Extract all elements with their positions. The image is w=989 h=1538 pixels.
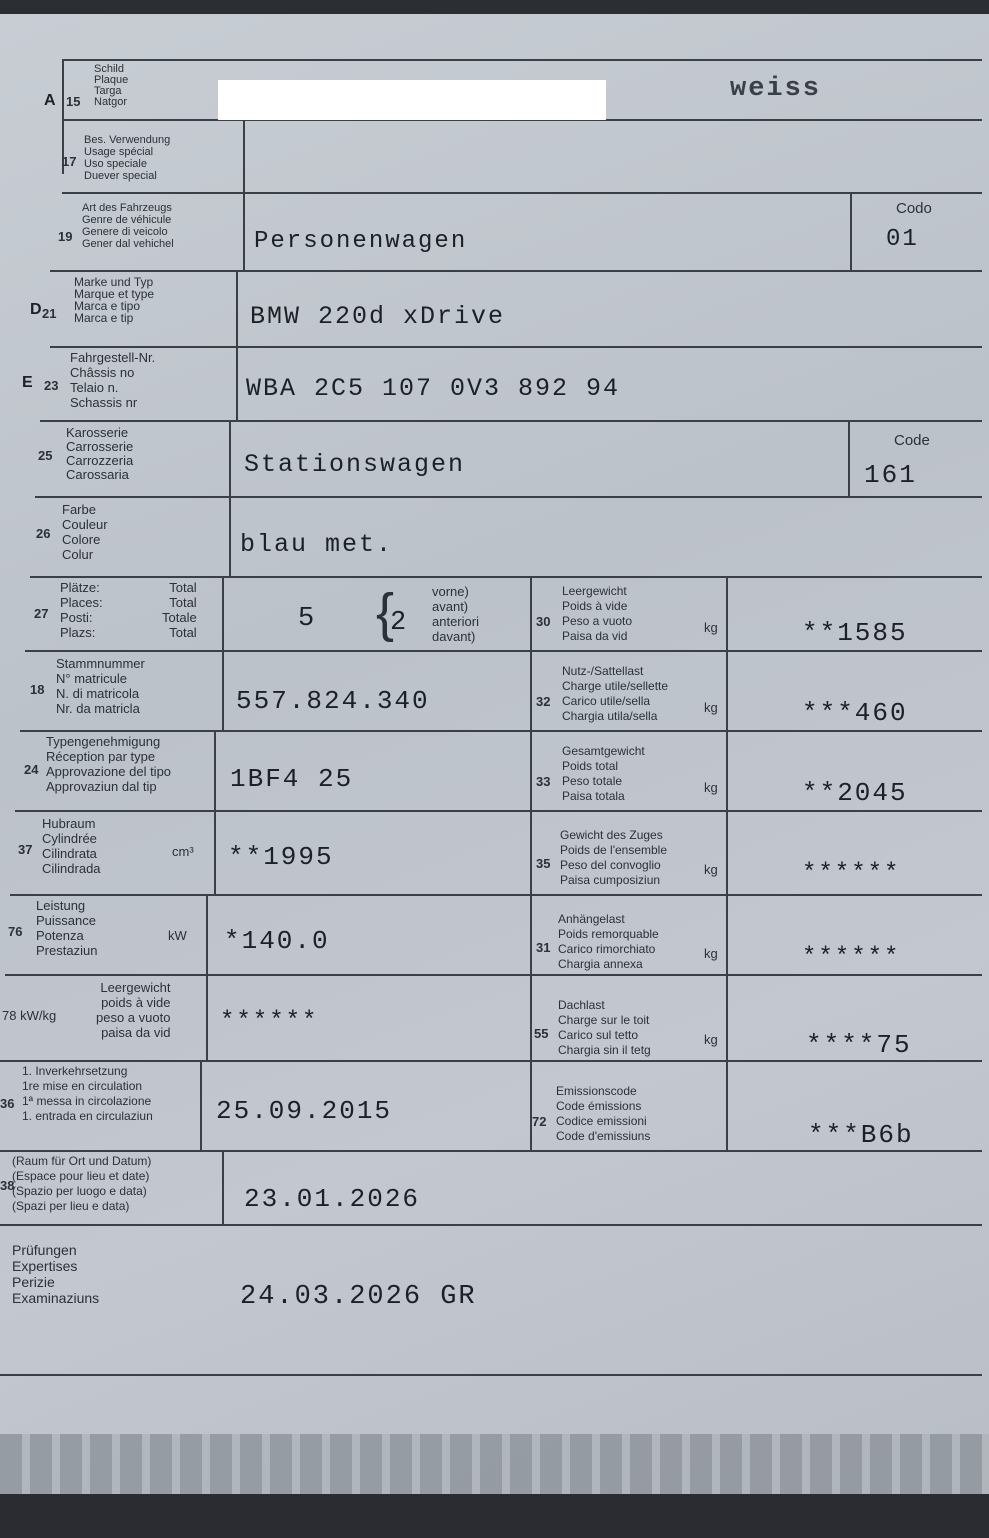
field-30-unit: kg (704, 620, 718, 635)
row-line (25, 650, 982, 652)
col-line (200, 1060, 202, 1150)
field-15-label: Schild Plaque Targa Natgor (94, 63, 129, 108)
field-31-label: Anhängelast Poids remorquable Carico rimorchiato Chargia annexa (558, 912, 659, 971)
field-27-total-label: Total Total Totale Total (162, 580, 197, 640)
field-72-value: ***B6b (808, 1120, 914, 1150)
field-35-number: 35 (536, 856, 551, 871)
field-38-value: 23.01.2026 (244, 1184, 421, 1214)
field-25-code-caption: Code (894, 432, 930, 449)
field-38-number: 38 (0, 1178, 15, 1193)
weights-col-line (726, 576, 728, 1150)
field-36-label: 1. Inverkehrsetzung 1re mise en circulation 1ª messa in circolazione 1. entrada en circulaziun (22, 1064, 153, 1123)
field-27-number: 27 (34, 606, 49, 621)
field-27-label: Plätze: Places: Posti: Plazs: (60, 580, 103, 640)
section-letter-e: E (22, 374, 33, 391)
field-78-label: Leergewicht poids à vide peso a vuoto paisa da vid (96, 980, 171, 1040)
field-72-label: Emissionscode Code émissions Codice emissioni Code d'emissiuns (556, 1084, 651, 1143)
field-19-label: Art des Fahrzeugs Genre de véhicule Genere di veicolo Gener dal vehichel (82, 202, 174, 250)
field-30-value: **1585 (802, 618, 908, 648)
field-78-value: ****** (220, 1008, 319, 1035)
field-35-label: Gewicht des Zuges Poids de l'ensemble Peso del convoglio Paisa cumposiziun (560, 828, 668, 887)
row-line (0, 1374, 982, 1376)
row-line (50, 346, 982, 348)
field-27-front-label: vorne) avant) anteriori davant) (432, 584, 479, 644)
field-15-number: 15 (66, 94, 81, 109)
inspections-label: Prüfungen Expertises Perizie Examinaziuns (12, 1242, 100, 1306)
field-25-value: Stationswagen (244, 450, 466, 479)
field-27-front-value: 2 (390, 608, 409, 638)
row-line (30, 576, 982, 578)
field-37-number: 37 (18, 842, 33, 857)
field-19-code-caption: Codo (896, 200, 932, 217)
field-23-value: WBA 2C5 107 0V3 892 94 (246, 374, 621, 403)
field-76-unit: kW (168, 928, 187, 943)
col-line (222, 576, 224, 730)
inspections-value: 24.03.2026 GR (240, 1282, 477, 1312)
col-line (206, 894, 208, 1060)
row-line (35, 496, 982, 498)
card-perforated-edge (0, 1434, 989, 1494)
row-line (10, 894, 982, 896)
field-35-value: ****** (802, 860, 901, 887)
field-21-value: BMW 220d xDrive (250, 302, 506, 331)
field-23-number: 23 (44, 378, 59, 393)
field-76-label: Leistung Puissance Potenza Prestaziun (36, 898, 98, 958)
row-line (15, 810, 982, 812)
field-72-number: 72 (532, 1114, 547, 1129)
field-21-number: 21 (42, 306, 57, 321)
field-26-value: blau met. (240, 530, 394, 559)
row-line (0, 1060, 982, 1062)
weights-col-line (530, 576, 532, 1150)
row-line (0, 1224, 982, 1226)
field-18-number: 18 (30, 682, 45, 697)
field-30-number: 30 (536, 614, 551, 629)
field-55-label: Dachlast Charge sur le toit Carico sul tetto Chargia sin il tetg (558, 998, 651, 1057)
field-31-unit: kg (704, 946, 718, 961)
field-23-label: Fahrgestell-Nr. Châssis no Telaio n. Schassis nr (70, 350, 156, 410)
row-line (5, 974, 982, 976)
col-line (229, 420, 231, 576)
col-line (243, 119, 245, 270)
field-30-label: Leergewicht Poids à vide Peso a vuoto Paisa da vid (562, 584, 633, 643)
field-55-unit: kg (704, 1032, 718, 1047)
field-33-label: Gesamtgewicht Poids total Peso totale Paisa totala (562, 744, 645, 803)
row-line (62, 192, 982, 194)
field-19-code: 01 (886, 226, 919, 253)
field-32-number: 32 (536, 694, 551, 709)
field-76-value: *140.0 (224, 926, 330, 956)
col-line (222, 1150, 224, 1224)
field-27-total-value: 5 (298, 604, 317, 634)
field-17-label: Bes. Verwendung Usage spécial Uso speciale Duever special (84, 134, 171, 182)
field-25-label: Karosserie Carrosserie Carrozzeria Carossaria (66, 425, 134, 482)
field-32-value: ***460 (802, 698, 908, 728)
field-18-label: Stammnummer N° matricule N. di matricola Nr. da matricla (56, 656, 145, 716)
field-35-unit: kg (704, 862, 718, 877)
field-37-unit: cm³ (172, 844, 194, 859)
field-17-number: 17 (62, 154, 77, 169)
row-line (40, 420, 982, 422)
field-19-value: Personenwagen (254, 228, 468, 255)
field-33-unit: kg (704, 780, 718, 795)
field-15-value: weiss (730, 74, 822, 104)
field-31-value: ****** (802, 944, 901, 971)
field-24-value: 1BF4 25 (230, 764, 354, 794)
field-76-number: 76 (8, 924, 23, 939)
field-21-label: Marke und Typ Marque et type Marca e tipo Marca e tip (74, 275, 155, 325)
code-box-line (850, 192, 852, 270)
field-32-unit: kg (704, 700, 718, 715)
row-line (50, 270, 982, 272)
field-24-number: 24 (24, 762, 39, 777)
code-box-line (848, 420, 850, 496)
field-18-value: 557.824.340 (236, 686, 430, 716)
field-37-label: Hubraum Cylindrée Cilindrata Cilindrada (42, 816, 101, 876)
redacted-plate-number (218, 80, 606, 120)
field-78-number: 78 kW/kg (2, 1008, 57, 1023)
bottom-shadow (0, 1494, 989, 1538)
field-55-value: ****75 (806, 1030, 912, 1060)
col-line (236, 270, 238, 420)
col-line (214, 730, 216, 894)
field-31-number: 31 (536, 940, 551, 955)
field-26-label: Farbe Couleur Colore Colur (62, 502, 108, 562)
vehicle-registration-card (0, 14, 989, 1494)
row-line (0, 1150, 982, 1152)
section-letter-d: D (30, 301, 42, 318)
field-32-label: Nutz-/Sattellast Charge utile/sellette Carico utile/sella Chargia utila/sella (562, 664, 669, 723)
field-25-number: 25 (38, 448, 53, 463)
field-26-number: 26 (36, 526, 51, 541)
field-36-value: 25.09.2015 (216, 1096, 393, 1126)
field-24-label: Typengenehmigung Réception par type Approvazione del tipo Approvaziun dal tip (46, 734, 172, 794)
field-37-value: **1995 (228, 842, 334, 872)
field-33-number: 33 (536, 774, 551, 789)
field-55-number: 55 (534, 1026, 549, 1041)
field-19-number: 19 (58, 229, 73, 244)
section-letter-a: A (44, 92, 56, 109)
frame-top (62, 59, 982, 61)
field-25-code: 161 (864, 460, 917, 490)
seats-brace: { (376, 583, 395, 643)
row-line (20, 730, 982, 732)
field-36-number: 36 (0, 1096, 15, 1111)
field-38-label: (Raum für Ort und Datum) (Espace pour lieu et date) (Spazio per luogo e data) (Spazi per lieu e data) (12, 1154, 152, 1213)
field-33-value: **2045 (802, 778, 908, 808)
